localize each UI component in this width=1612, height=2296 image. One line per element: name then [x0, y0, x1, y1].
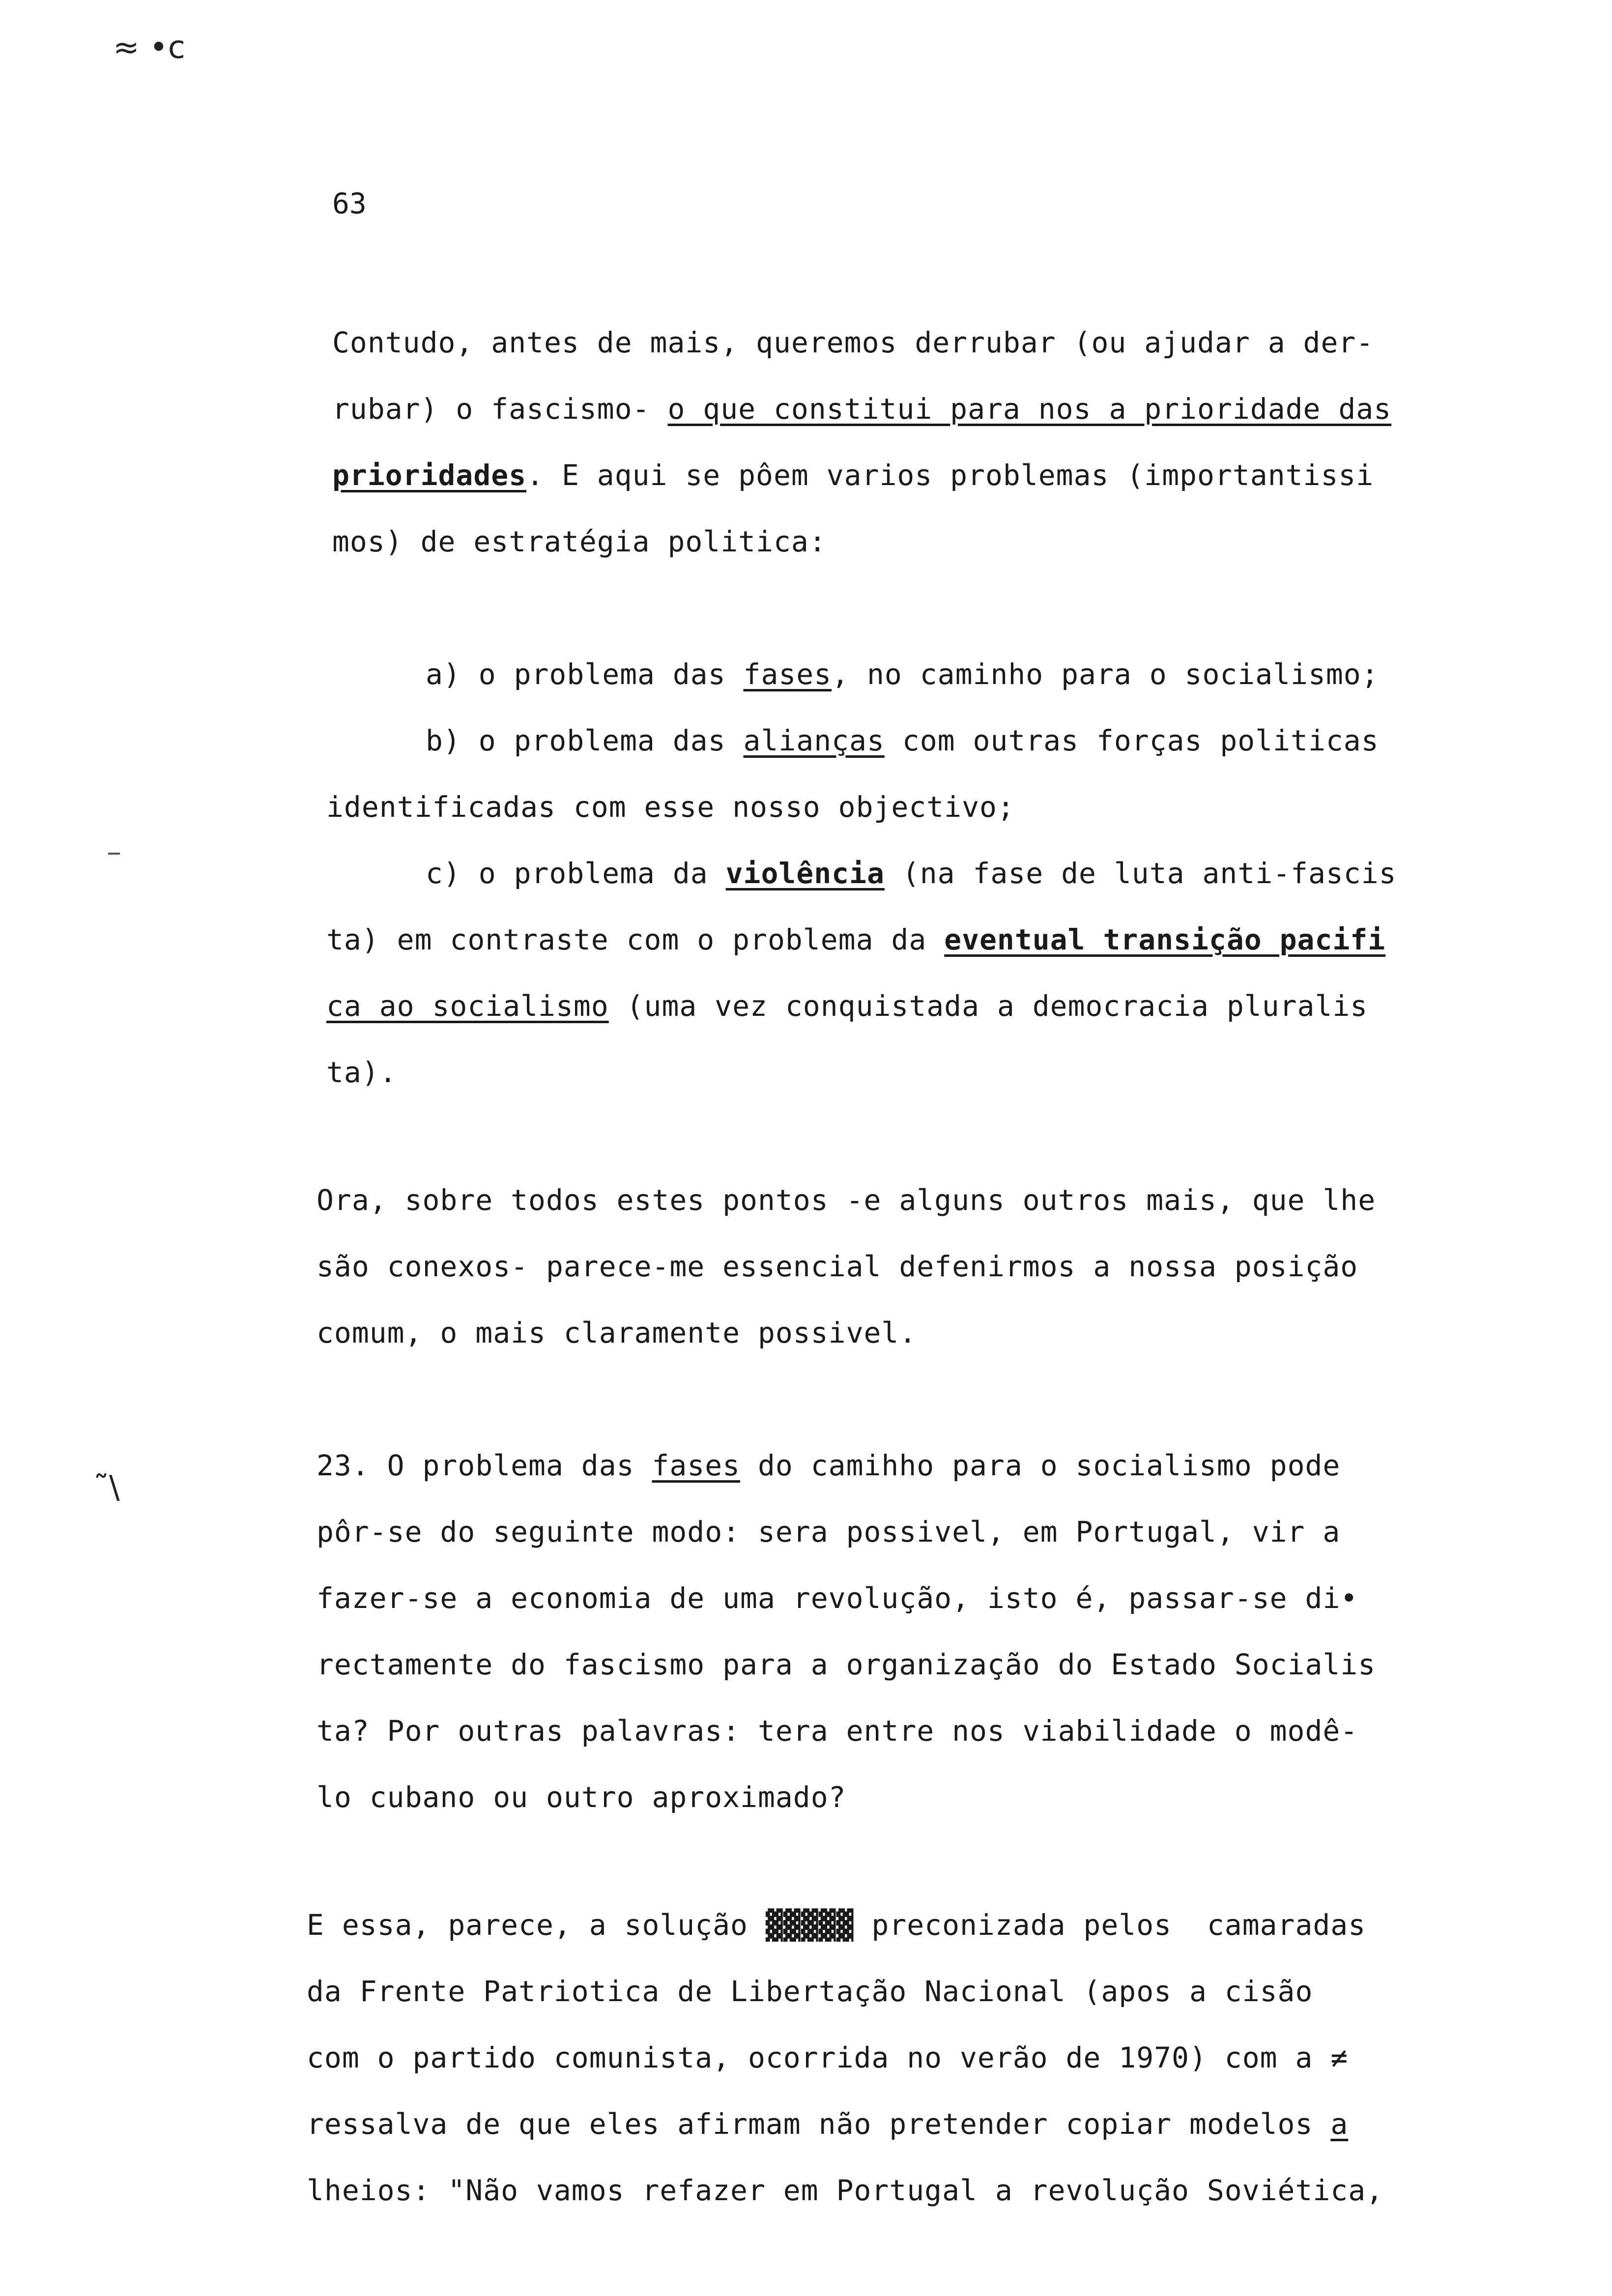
text-span: ressalva de que eles afirmam não pretender copiar modelos: [307, 2107, 1331, 2141]
text-span: 23. O problema das: [317, 1449, 652, 1482]
paragraph-4-line-3: com o partido comunista, ocorrida no verão de 1970) com a ≠: [307, 2041, 1349, 2074]
text-span: do camihho para o socialismo pode: [740, 1449, 1341, 1482]
paragraph-2-line-3: comum, o mais claramente possivel.: [317, 1316, 917, 1349]
corner-handwritten-mark: ≈ •c: [113, 29, 185, 66]
item-b-line-2: identificadas com esse nosso objectivo;: [326, 790, 1015, 824]
underlined-phrase: eventual transição pacifi: [944, 923, 1386, 956]
paragraph-1-line-3: [332, 459, 1374, 492]
margin-mark: ˜\: [93, 1469, 120, 1506]
item-c-line-4: ta).: [326, 1056, 397, 1089]
underlined-phrase: fases: [743, 658, 832, 691]
item-c-line-3: [326, 989, 1368, 1023]
underlined-phrase: ca ao socialismo: [326, 989, 609, 1023]
paragraph-3-line-1: [317, 1451, 1340, 1480]
paragraph-3-line-6: lo cubano ou outro aproximado?: [317, 1780, 846, 1814]
item-c-line-2: [326, 925, 1385, 954]
text-span: (uma vez conquistada a democracia pluralis: [608, 989, 1368, 1023]
text-span: c) o problema da: [426, 857, 726, 890]
text-span: , no caminho para o socialismo;: [832, 658, 1379, 691]
paragraph-1-line-1: Contudo, antes de mais, queremos derrubar (ou ajudar a der-: [332, 326, 1374, 359]
paragraph-1-line-4: mos) de estratégia politica:: [332, 525, 827, 558]
paragraph-4-line-1: E essa, parece, a solução ▓▓▓▓▓ preconizada pelos camaradas: [307, 1908, 1366, 1942]
text-span: (na fase de luta anti-fascis: [884, 857, 1397, 890]
paragraph-4-line-5: lheios: "Não vamos refazer em Portugal a revolução Soviética,: [307, 2174, 1384, 2207]
paragraph-2-line-1: Ora, sobre todos estes pontos -e alguns outros mais, que lhe: [317, 1183, 1376, 1217]
text-span: . E aqui se pôem varios problemas (importantissi: [526, 459, 1374, 492]
paragraph-2-line-2: são conexos- parece-me essencial defenirmos a nossa posição: [317, 1250, 1358, 1283]
paragraph-1-line-2: [332, 392, 1392, 426]
text-span: com outras forças politicas: [884, 724, 1379, 757]
underlined-phrase: prioridades: [332, 459, 527, 492]
paragraph-3-line-4: rectamente do fascismo para a organização do Estado Socialis: [317, 1648, 1376, 1681]
item-b-line-1: [426, 726, 1379, 755]
underlined-phrase: violência: [725, 857, 885, 890]
paragraph-3-line-5: ta? Por outras palavras: tera entre nos viabilidade o modê-: [317, 1714, 1358, 1748]
paragraph-3-line-3: fazer-se a economia de uma revolução, isto é, passar-se di•: [317, 1581, 1358, 1615]
paragraph-3-line-2: pôr-se do seguinte modo: sera possivel, em Portugal, vir a: [317, 1515, 1341, 1549]
item-c-line-1: [426, 859, 1397, 888]
underlined-phrase: fases: [652, 1449, 741, 1482]
text-span: b) o problema das: [426, 724, 744, 757]
margin-dash: [108, 853, 120, 855]
underlined-phrase: a: [1330, 2107, 1349, 2141]
text-span: a) o problema das: [426, 658, 744, 691]
item-a-line-1: [426, 660, 1379, 689]
text-span: rubar) o fascismo-: [332, 392, 668, 426]
underlined-phrase: alianças: [743, 724, 885, 757]
paragraph-4-line-4: [307, 2107, 1349, 2141]
paragraph-4-line-2: da Frente Patriotica de Libertação Nacional (apos a cisão: [307, 1975, 1313, 2008]
underlined-phrase: o que constitui para nos a prioridade das: [667, 392, 1392, 426]
page-number: 63: [332, 187, 367, 220]
text-span: ta) em contraste com o problema da: [326, 923, 945, 956]
